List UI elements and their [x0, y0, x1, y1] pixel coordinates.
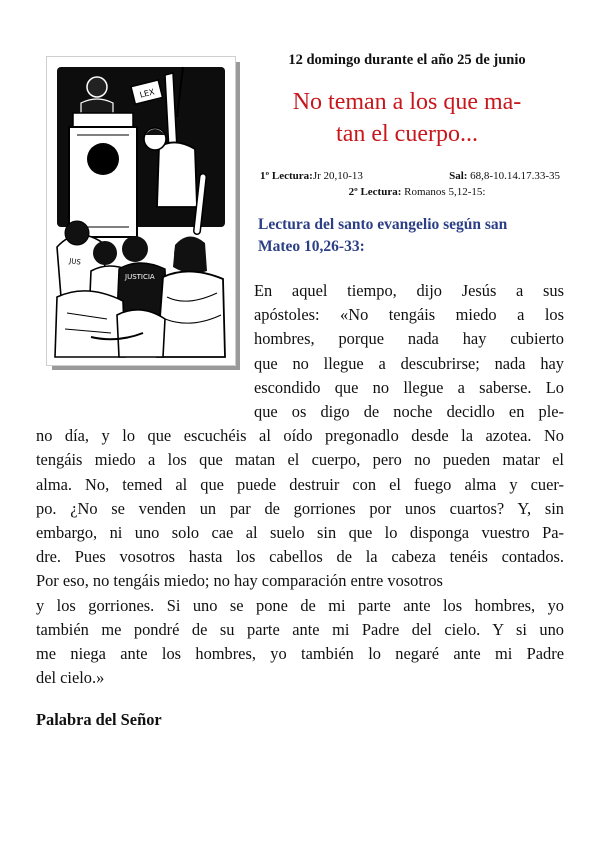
shirt-text-justicia: JUSTICIA	[125, 273, 155, 281]
first-reading-ref: Jr 20,10-13	[312, 170, 363, 182]
title-line-2: tan el cuerpo...	[336, 121, 478, 147]
psalm-reading	[449, 168, 560, 184]
lex-sign-text: LEX	[138, 87, 156, 100]
gospel-heading	[258, 214, 558, 258]
gospel-text-line: En aquel tiempo, dijo Jesús a sus	[254, 281, 564, 300]
page-title	[252, 86, 562, 150]
gospel-text-line: que os digo de noche decidlo en ple-	[254, 402, 564, 422]
first-reading	[260, 168, 363, 184]
second-reading	[252, 184, 562, 200]
gospel-text-line: Por eso, no tengáis miedo; no hay comparación entre vosotros	[36, 571, 443, 591]
second-reading-label: 2º Lectura:	[348, 186, 402, 198]
gospel-text	[36, 279, 564, 690]
closing-acclamation: Palabra del Señor	[36, 710, 162, 729]
title-line-1: No teman a los que ma-	[292, 89, 522, 115]
gospel-text-line: que no llegue a descubrirse; nada hay	[254, 353, 564, 373]
shirt-text-jus: JUS	[68, 257, 82, 267]
gospel-text-line: po. ¿No se venden un par de gorriones por unos cuartos? Y, sin	[36, 498, 564, 518]
gospel-text-line: también me pondré de su parte ante mi Padre del cielo. Y si uno	[36, 619, 564, 639]
gospel-text-line: tengáis miedo a los que matan el cuerpo, pero no pueden matar el	[36, 450, 564, 470]
readings-block	[252, 168, 562, 200]
gospel-text-line: alma. No, temed al que puede destruir con el fuego alma y cuer-	[36, 474, 564, 494]
gospel-text-line: no día, y lo que escuchéis al oído pregonadlo desde la azotea. No	[36, 426, 564, 446]
gospel-heading-line-2: Mateo 10,26-33:	[258, 238, 365, 255]
gospel-text-line: apóstoles: «No tengáis miedo a los	[254, 305, 564, 325]
gospel-text-line: embargo, ni uno solo cae al suelo sin que lo disponga vuestro Pa-	[36, 523, 564, 543]
gospel-text-line: escondido que no llegue a saberse. Lo	[254, 377, 564, 397]
gospel-text-line: dre. Pues vosotros hasta los cabellos de la cabeza tenéis contados.	[36, 547, 564, 567]
date-line: 12 domingo durante el año 25 de junio	[288, 52, 526, 68]
second-reading-ref: Romanos 5,12-15:	[401, 186, 486, 198]
gospel-text-line: me niega ante los hombres, yo también lo negaré ante mi Padre	[36, 644, 564, 664]
first-reading-label: 1º Lectura:	[260, 170, 313, 182]
psalm-label: Sal:	[449, 170, 468, 182]
gospel-text-line: del cielo.»	[36, 668, 105, 688]
gospel-text-line: y los gorriones. Si uno se pone de mi parte ante los hombres, yo	[36, 595, 564, 615]
gospel-text-line: hombres, porque nada hay cubierto	[254, 329, 564, 349]
gospel-heading-line-1: Lectura del santo evangelio según san	[258, 216, 508, 233]
psalm-ref: 68,8-10.14.17.33-35	[467, 170, 560, 182]
